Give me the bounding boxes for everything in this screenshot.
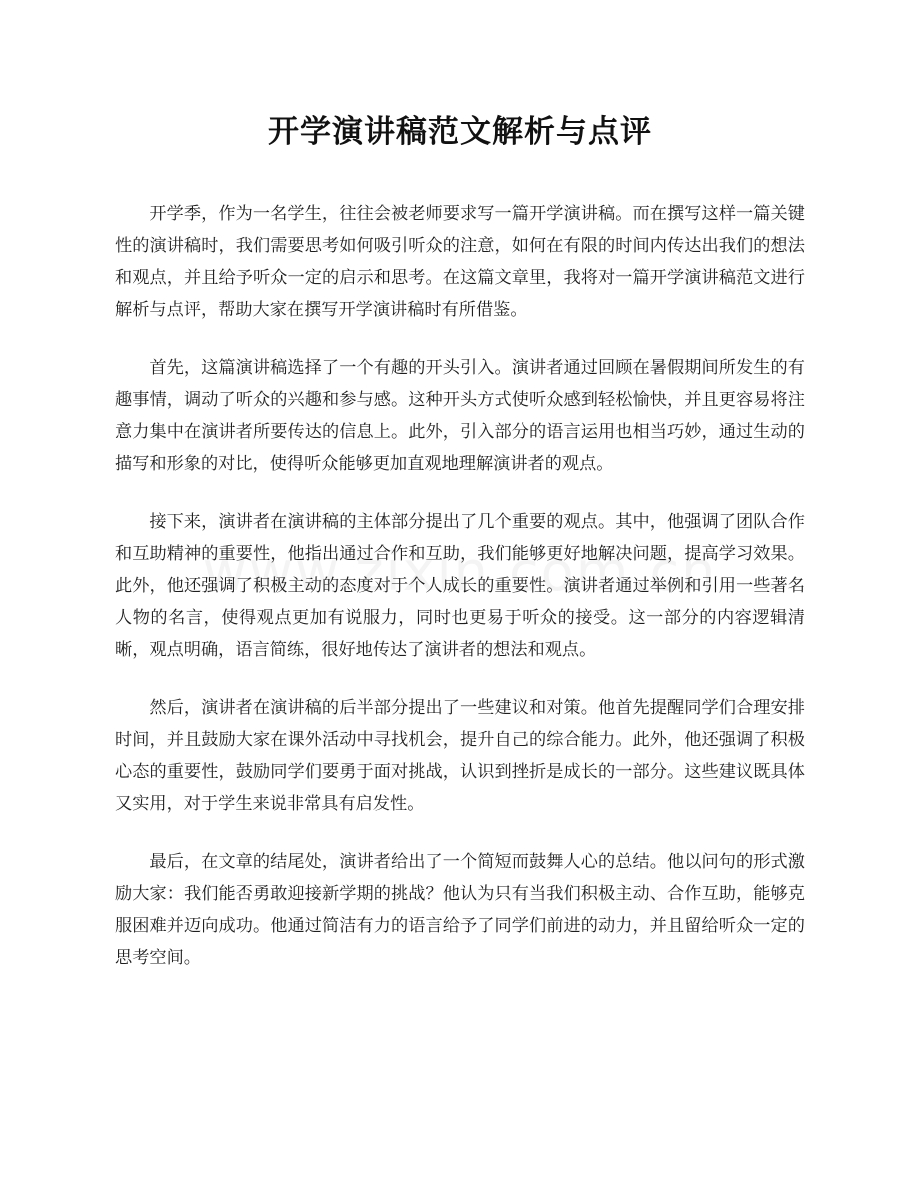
document-title: 开学演讲稿范文解析与点评 <box>268 114 652 150</box>
paragraph-1: 开学季，作为一名学生，往往会被老师要求写一篇开学演讲稿。而在撰写这样一篇关键性的演讲稿时，我们需要思考如何吸引听众的注意，如何在有限的时间内传达出我们的想法和观点，并且给予听众一定的启示和思考。在这篇文章里，我将对一篇开学演讲稿范文进行解析与点评，帮助大家在撰写开学演讲稿时有所借鉴。 <box>115 204 805 320</box>
paragraph-4: 然后，演讲者在演讲稿的后半部分提出了一些建议和对策。他首先提醒同学们合理安排时间，并且鼓励大家在课外活动中寻找机会，提升自己的综合能力。此外，他还强调了积极心态的重要性，鼓励同学们要勇于面对挑战，认识到挫折是成长的一部分。这些建议既具体又实用，对于学生来说非常具有启发性。 <box>115 698 805 814</box>
paragraph-3: 接下来，演讲者在演讲稿的主体部分提出了几个重要的观点。其中，他强调了团队合作和互助精神的重要性，他指出通过合作和互助，我们能够更好地解决问题，提高学习效果。此外，他还强调了积极主动的态度对于个人成长的重要性。演讲者通过举例和引用一些著名人物的名言，使得观点更加有说服力，同时也更易于听众的接受。这一部分的内容逻辑清晰，观点明确，语言简练，很好地传达了演讲者的想法和观点。 <box>115 512 805 660</box>
paragraph-2: 首先，这篇演讲稿选择了一个有趣的开头引入。演讲者通过回顾在暑假期间所发生的有趣事情，调动了听众的兴趣和参与感。这种开头方式使听众感到轻松愉快，并且更容易将注意力集中在演讲者所要传达的信息上。此外，引入部分的语言运用也相当巧妙，通过生动的描写和形象的对比，使得听众能够更加直观地理解演讲者的观点。 <box>115 358 805 474</box>
paragraph-5: 最后，在文章的结尾处，演讲者给出了一个简短而鼓舞人心的总结。他以问句的形式激励大家：我们能否勇敢迎接新学期的挑战？他认为只有当我们积极主动、合作互助，能够克服困难并迈向成功。他通过简洁有力的语言给予了同学们前进的动力，并且留给听众一定的思考空间。 <box>115 852 805 968</box>
